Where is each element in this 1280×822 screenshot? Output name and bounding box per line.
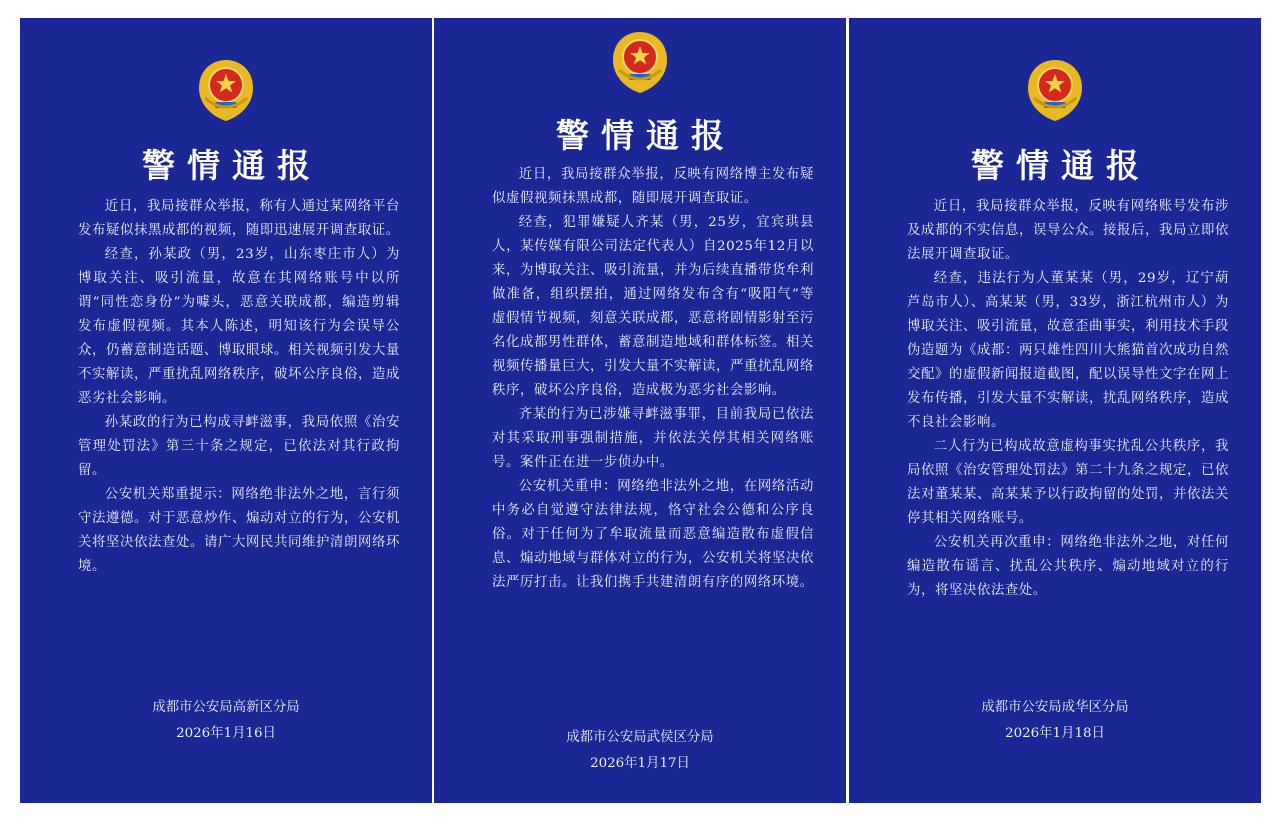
notice-title: 警情通报 bbox=[556, 116, 736, 155]
notice-panel-wuhou bbox=[434, 18, 846, 803]
notice-footer bbox=[849, 695, 1261, 747]
issue-date: 2026年1月16日 bbox=[176, 726, 276, 741]
notice-paragraph: 经查，违法行为人董某某（男，29岁，辽宁葫芦岛市人）、高某某（男，33岁，浙江杭州市人）为博取关注、吸引流量，故意歪曲事实，利用技术手段伪造题为《成都：两只雄性四川大熊猫首次成功自然交配》的虚假新闻报道截图，配以误导性文字在网上发布传播，引发大量不实解读，扰乱网络秩序，造成不良社会影响。 bbox=[907, 271, 1229, 430]
notice-paragraph: 近日，我局接群众举报，反映有网络博主发布疑似虚假视频抹黑成都，随即展开调查取证。 bbox=[492, 167, 814, 206]
notice-body bbox=[492, 163, 814, 595]
issuer-name: 成都市公安局成华区分局 bbox=[981, 700, 1129, 715]
notice-paragraph: 经查，犯罪嫌疑人齐某（男，25岁，宜宾珙县人，某传媒有限公司法定代表人）自2025年12月以来，为博取关注、吸引流量，并为后续直播带货牟利做准备，组织摆拍，通过网络发布含有“吸阳气”等虚假情节视频，刻意关联成都，恶意将剧情影射至污名化成都男性群体，蓄意制造地域和群体标签。相关视频传播量巨大，引发大量不实解读，严重扰乱网络秩序，破坏公序良俗，造成极为恶劣社会影响。 bbox=[492, 215, 814, 398]
issue-date: 2026年1月18日 bbox=[1005, 726, 1105, 741]
notice-title: 警情通报 bbox=[142, 146, 322, 185]
police-badge-icon bbox=[607, 30, 673, 96]
notice-paragraph: 公安机关郑重提示：网络绝非法外之地，言行须守法遵德。对于恶意炒作、煽动对立的行为，公安机关将坚决依法查处。请广大网民共同维护清朗网络环境。 bbox=[78, 487, 400, 574]
issue-date: 2026年1月17日 bbox=[590, 756, 690, 771]
notice-footer bbox=[20, 695, 432, 747]
notice-footer bbox=[434, 725, 846, 777]
notice-panel-gaoxin bbox=[20, 18, 432, 803]
notice-paragraph: 公安机关再次重申：网络绝非法外之地，对任何编造散布谣言、扰乱公共秩序、煽动地域对立的行为，将坚决依法查处。 bbox=[907, 535, 1229, 598]
issuer-name: 成都市公安局武侯区分局 bbox=[566, 730, 714, 745]
notice-paragraph: 近日，我局接群众举报，反映有网络账号发布涉及成都的不实信息，误导公众。接报后，我局立即依法展开调查取证。 bbox=[907, 199, 1229, 262]
notice-paragraph: 齐某的行为已涉嫌寻衅滋事罪，目前我局已依法对其采取刑事强制措施，并依法关停其相关网络账号。案件正在进一步侦办中。 bbox=[492, 407, 814, 470]
notice-title: 警情通报 bbox=[971, 146, 1151, 185]
notice-paragraph: 孙某政的行为已构成寻衅滋事，我局依照《治安管理处罚法》第三十条之规定，已依法对其行政拘留。 bbox=[78, 415, 400, 478]
notice-panel-chenghua bbox=[849, 18, 1261, 803]
notice-paragraph: 经查，孙某政（男，23岁，山东枣庄市人）为博取关注、吸引流量，故意在其网络账号中以所谓“同性恋身份”为噱头，恶意关联成都，编造剪辑发布虚假视频。其本人陈述，明知该行为会误导公众，仍蓄意制造话题、博取眼球。相关视频引发大量不实解读，严重扰乱网络秩序，破坏公序良俗，造成恶劣社会影响。 bbox=[78, 247, 400, 406]
notice-paragraph: 公安机关重申：网络绝非法外之地，在网络活动中务必自觉遵守法律法规，恪守社会公德和公序良俗。对于任何为了牟取流量而恶意编造散布虚假信息、煽动地域与群体对立的行为，公安机关将坚决依法严厉打击。让我们携手共建清朗有序的网络环境。 bbox=[492, 479, 814, 590]
police-badge-icon bbox=[193, 58, 259, 124]
notice-paragraph: 二人行为已构成故意虚构事实扰乱公共秩序，我局依照《治安管理处罚法》第二十九条之规定，已依法对董某某、高某某予以行政拘留的处罚，并依法关停其相关网络账号。 bbox=[907, 439, 1229, 526]
police-badge-icon bbox=[1022, 58, 1088, 124]
notice-body bbox=[78, 195, 400, 579]
notice-body bbox=[907, 195, 1229, 603]
notice-paragraph: 近日，我局接群众举报，称有人通过某网络平台发布疑似抹黑成都的视频，随即迅速展开调查取证。 bbox=[78, 199, 400, 238]
issuer-name: 成都市公安局高新区分局 bbox=[152, 700, 300, 715]
